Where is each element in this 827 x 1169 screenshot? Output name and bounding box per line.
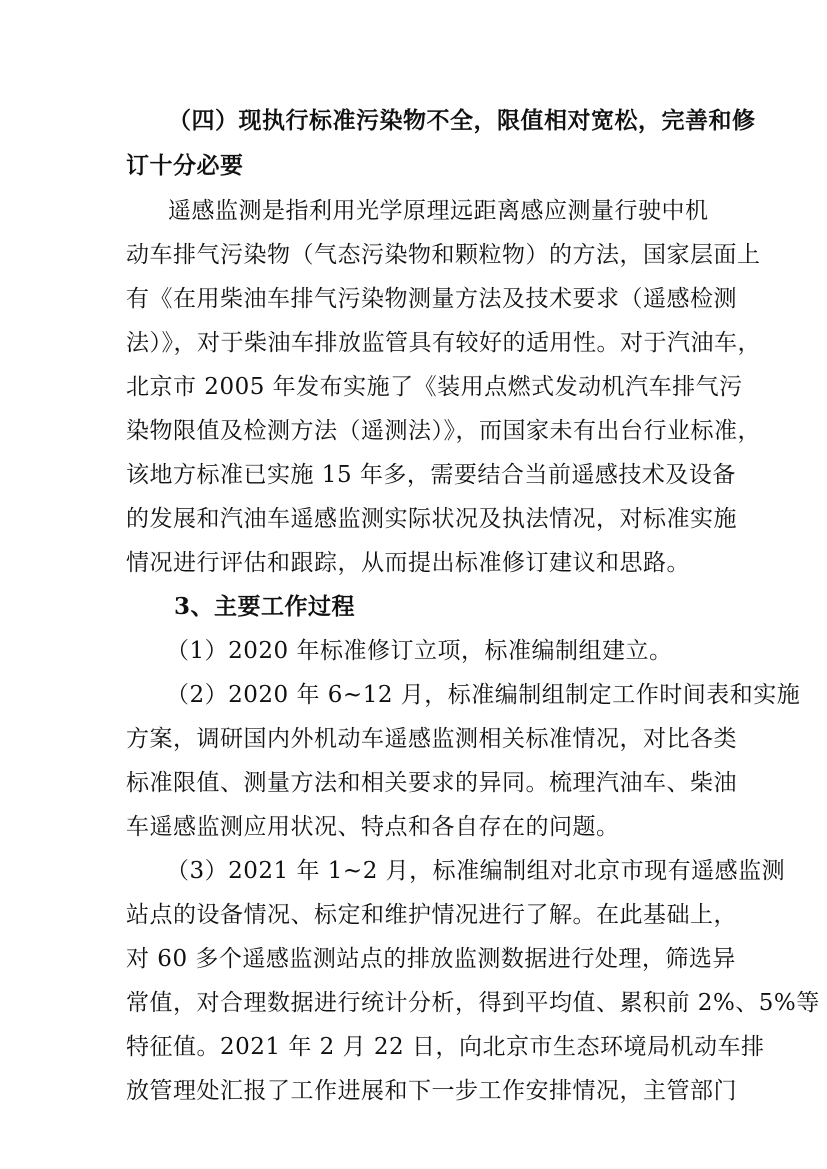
subsection-heading: 3、主要工作过程 — [174, 593, 356, 620]
paragraph-line: 法）》，对于柴油车排放监管具有较好的适用性。对于汽油车， — [126, 330, 761, 356]
list-item-2: （2）2020 年 6~12 月，标准编制组制定工作时间表和实施 — [166, 682, 801, 708]
paragraph-line: 对 60 多个遥感监测站点的排放监测数据进行处理，筛选异 — [126, 946, 736, 972]
paragraph-line: 情况进行评估和跟踪，从而提出标准修订建议和思路。 — [126, 550, 690, 576]
paragraph-line: 常值，对合理数据进行统计分析，得到平均值、累积前 2%、5%等 — [126, 990, 820, 1016]
paragraph-line: 方案，调研国内外机动车遥感监测相关标准情况，对比各类 — [126, 726, 737, 752]
paragraph-line: 染物限值及检测方法（遥测法）》，而国家未有出台行业标准， — [126, 418, 761, 444]
paragraph-line: 的发展和汽油车遥感监测实际状况及执法情况，对标准实施 — [126, 506, 737, 532]
paragraph-line: 特征值。2021 年 2 月 22 日，向北京市生态环境局机动车排 — [126, 1034, 765, 1060]
paragraph-line: 车遥感监测应用状况、特点和各自存在的问题。 — [126, 814, 620, 840]
paragraph-line: 该地方标准已实施 15 年多，需要结合当前遥感技术及设备 — [126, 462, 736, 488]
list-item-3: （3）2021 年 1~2 月，标准编制组对北京市现有遥感监测 — [166, 858, 786, 884]
list-item-1: （1）2020 年标准修订立项，标准编制组建立。 — [166, 638, 673, 664]
section-heading-continued: 订十分必要 — [126, 152, 244, 179]
paragraph-line: 遥感监测是指利用光学原理远距离感应测量行驶中机 — [168, 198, 709, 224]
paragraph-line: 动车排气污染物（气态污染物和颗粒物）的方法，国家层面上 — [126, 242, 761, 268]
paragraph-line: 放管理处汇报了工作进展和下一步工作安排情况，主管部门 — [126, 1078, 737, 1104]
section-heading: （四）现执行标准污染物不全，限值相对宽松，完善和修 — [168, 107, 756, 134]
paragraph-line: 有《在用柴油车排气污染物测量方法及技术要求（遥感检测 — [126, 286, 737, 312]
paragraph-line: 北京市 2005 年发布实施了《装用点燃式发动机汽车排气污 — [126, 374, 743, 400]
paragraph-line: 站点的设备情况、标定和维护情况进行了解。在此基础上， — [126, 902, 737, 928]
paragraph-line: 标准限值、测量方法和相关要求的异同。梳理汽油车、柴油 — [126, 770, 737, 796]
